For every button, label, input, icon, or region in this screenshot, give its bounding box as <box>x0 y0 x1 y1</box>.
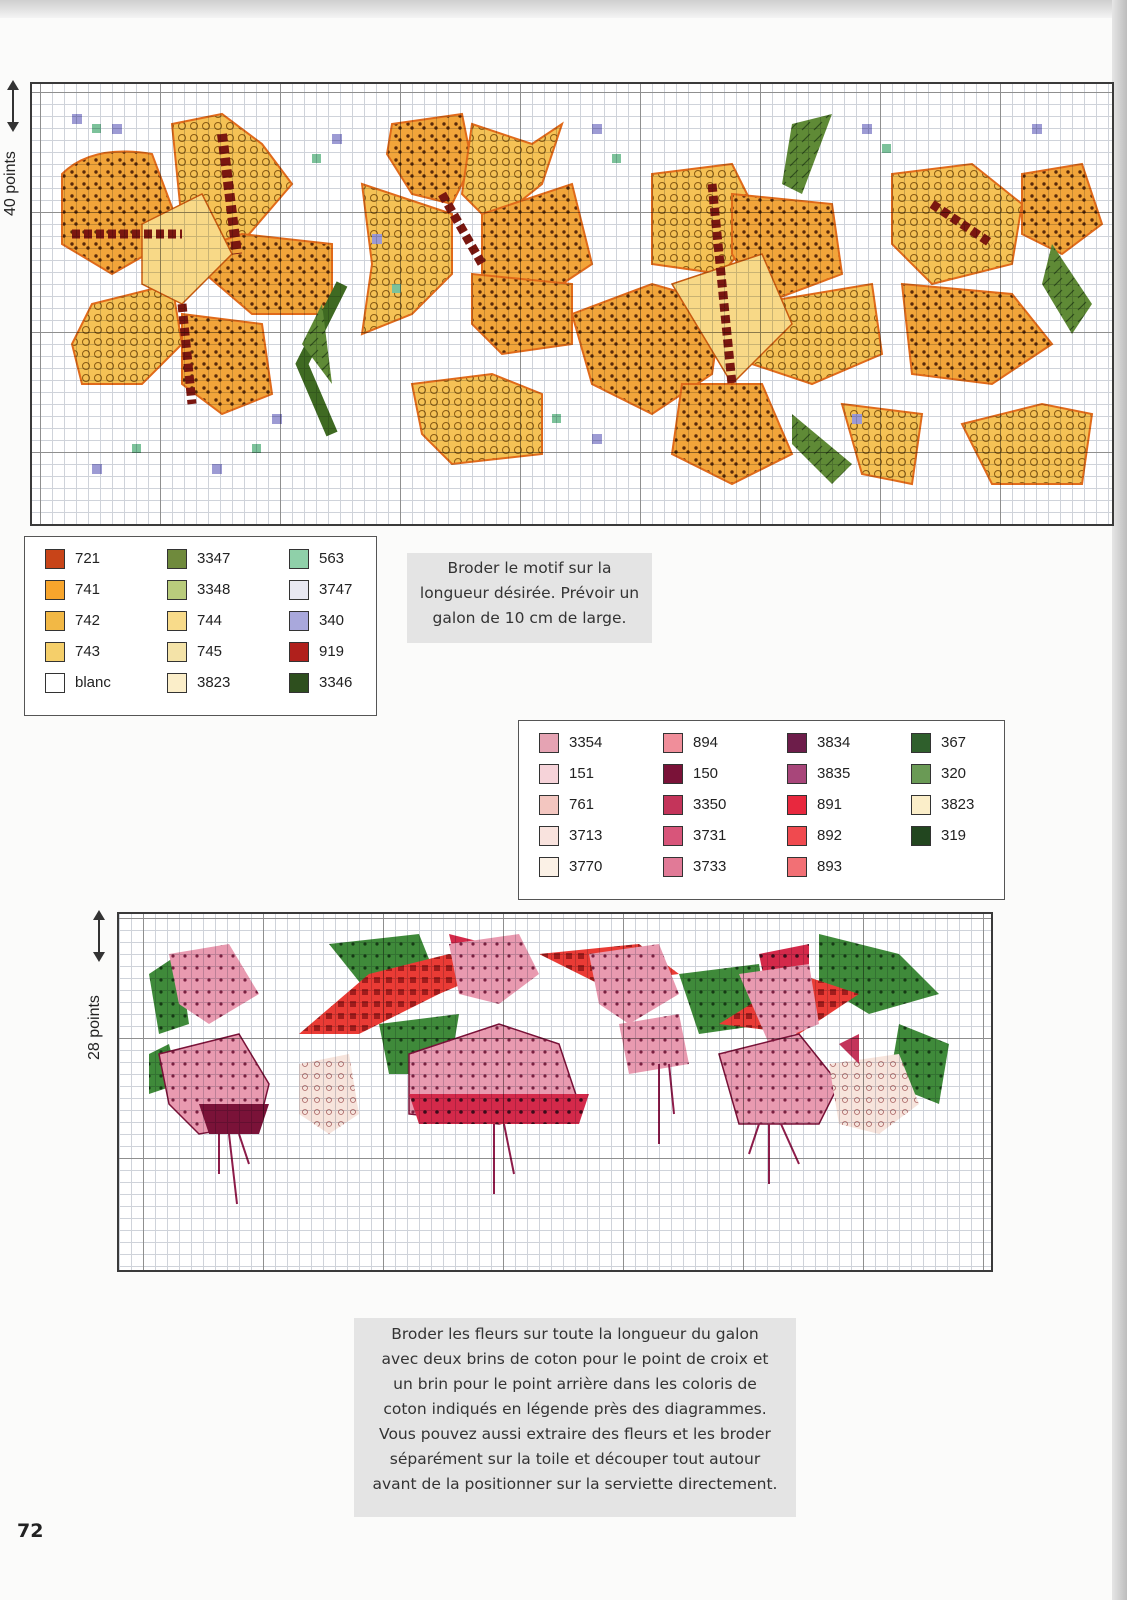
legend-item <box>643 820 767 851</box>
swatch-icon <box>911 826 931 846</box>
swatch-icon <box>911 764 931 784</box>
instruction-note-bottom <box>354 1318 796 1517</box>
swatch-icon <box>167 549 187 569</box>
swatch-icon <box>787 764 807 784</box>
note-line: séparément sur la toile et découper tout autour <box>389 1450 761 1468</box>
lily-flower-2 <box>302 114 592 464</box>
legend-item <box>25 543 147 574</box>
swatch-icon <box>911 733 931 753</box>
lily-motif-drawing <box>32 84 1112 524</box>
legend-item <box>519 758 643 789</box>
legend-item <box>519 789 643 820</box>
note-line: Vous pouvez aussi extraire des fleurs et les broder <box>379 1425 771 1443</box>
dimension-arrow-line <box>98 918 100 954</box>
swatch-icon <box>663 733 683 753</box>
legend-item <box>25 605 147 636</box>
swatch-icon <box>167 673 187 693</box>
thread-code: 743 <box>75 643 101 660</box>
legend-item <box>147 605 269 636</box>
swatch-icon <box>539 795 559 815</box>
swatch-icon <box>289 642 309 662</box>
note-line: galon de 10 cm de large. <box>432 609 627 627</box>
thread-code: 744 <box>197 612 223 629</box>
dimension-label-lilies: 40 points <box>2 151 19 216</box>
swatch-icon <box>663 795 683 815</box>
thread-code: 320 <box>941 765 967 782</box>
swatch-icon <box>663 826 683 846</box>
fuchsia-motif-drawing <box>119 914 991 1270</box>
legend-item <box>147 667 269 698</box>
note-line: avec deux brins de coton pour le point de croix et <box>381 1350 769 1368</box>
thread-code: 3823 <box>197 674 231 691</box>
lily-flower-3 <box>572 114 922 484</box>
lily-flower-1 <box>62 114 332 414</box>
legend-item <box>147 574 269 605</box>
swatch-icon <box>45 580 65 600</box>
thread-code: 894 <box>693 734 719 751</box>
swatch-icon <box>45 642 65 662</box>
thread-code: 3835 <box>817 765 851 782</box>
legend-item <box>891 727 1003 758</box>
swatch-icon <box>289 673 309 693</box>
thread-code: 891 <box>817 796 843 813</box>
legend-item <box>643 758 767 789</box>
legend-item <box>269 636 375 667</box>
swatch-icon <box>289 549 309 569</box>
fuchsia-flower-1 <box>159 944 359 1204</box>
fuchsia-thread-legend <box>518 720 1005 900</box>
thread-code: 367 <box>941 734 967 751</box>
swatch-icon <box>167 580 187 600</box>
legend-item <box>519 820 643 851</box>
thread-code: 761 <box>569 796 595 813</box>
thread-code: 721 <box>75 550 101 567</box>
thread-code: 892 <box>817 827 843 844</box>
legend-item <box>643 789 767 820</box>
swatch-icon <box>911 795 931 815</box>
thread-code: 3350 <box>693 796 727 813</box>
legend-item <box>269 574 375 605</box>
legend-item <box>269 543 375 574</box>
thread-code: 3747 <box>319 581 353 598</box>
legend-item <box>767 727 891 758</box>
dimension-arrow-down-icon <box>7 122 19 132</box>
page-edge-shadow <box>1112 0 1127 1600</box>
legend-item <box>25 667 147 698</box>
legend-item <box>519 851 643 882</box>
swatch-icon <box>787 733 807 753</box>
legend-item <box>891 820 1003 851</box>
swatch-icon <box>167 611 187 631</box>
swatch-icon <box>787 857 807 877</box>
swatch-icon <box>539 826 559 846</box>
thread-code: 3731 <box>693 827 727 844</box>
dimension-arrow-down-icon <box>93 952 105 962</box>
lily-flower-4 <box>892 164 1102 484</box>
thread-code: 3770 <box>569 858 603 875</box>
thread-code: 3733 <box>693 858 727 875</box>
swatch-icon <box>787 826 807 846</box>
thread-code: 319 <box>941 827 967 844</box>
thread-code: 3823 <box>941 796 975 813</box>
thread-code: 3346 <box>319 674 353 691</box>
page-number: 72 <box>17 1520 44 1542</box>
fuchsia-cross-stitch-chart <box>117 912 993 1272</box>
legend-item <box>767 851 891 882</box>
thread-code: 3347 <box>197 550 231 567</box>
note-line: coton indiqués en légende près des diagrammes. <box>383 1400 767 1418</box>
note-line: Broder les fleurs sur toute la longueur du galon <box>391 1325 759 1343</box>
thread-code: 3348 <box>197 581 231 598</box>
legend-item <box>519 727 643 758</box>
dimension-arrow-line <box>12 88 14 124</box>
thread-code: blanc <box>75 674 111 691</box>
swatch-icon <box>289 580 309 600</box>
swatch-icon <box>539 733 559 753</box>
legend-item <box>643 727 767 758</box>
swatch-icon <box>167 642 187 662</box>
note-line: longueur désirée. Prévoir un <box>419 584 640 602</box>
swatch-icon <box>539 857 559 877</box>
swatch-icon <box>787 795 807 815</box>
legend-item <box>767 758 891 789</box>
swatch-icon <box>45 611 65 631</box>
legend-item <box>147 543 269 574</box>
swatch-icon <box>663 857 683 877</box>
legend-item <box>891 789 1003 820</box>
legend-item <box>269 667 375 698</box>
swatch-icon <box>289 611 309 631</box>
swatch-icon <box>539 764 559 784</box>
legend-item <box>147 636 269 667</box>
legend-item <box>25 574 147 605</box>
note-line: avant de la positionner sur la serviette directement. <box>372 1475 778 1493</box>
legend-item <box>891 758 1003 789</box>
thread-code: 563 <box>319 550 345 567</box>
legend-item <box>269 605 375 636</box>
thread-code: 3834 <box>817 734 851 751</box>
legend-item <box>643 851 767 882</box>
dimension-label-fuchsias: 28 points <box>86 995 103 1060</box>
thread-code: 893 <box>817 858 843 875</box>
thread-code: 742 <box>75 612 101 629</box>
thread-code: 151 <box>569 765 595 782</box>
thread-code: 745 <box>197 643 223 660</box>
lily-cross-stitch-chart <box>30 82 1114 526</box>
swatch-icon <box>45 549 65 569</box>
lily-thread-legend <box>24 536 377 716</box>
thread-code: 3354 <box>569 734 603 751</box>
legend-item <box>767 789 891 820</box>
thread-code: 919 <box>319 643 345 660</box>
instruction-note-top <box>407 553 652 643</box>
swatch-icon <box>45 673 65 693</box>
thread-code: 3713 <box>569 827 603 844</box>
thread-code: 340 <box>319 612 345 629</box>
thread-code: 150 <box>693 765 719 782</box>
swatch-icon <box>663 764 683 784</box>
page-top-band <box>0 0 1112 18</box>
thread-code: 741 <box>75 581 101 598</box>
note-line: Broder le motif sur la <box>447 559 612 577</box>
legend-item <box>25 636 147 667</box>
note-line: un brin pour le point arrière dans les coloris de <box>393 1375 757 1393</box>
legend-item <box>767 820 891 851</box>
